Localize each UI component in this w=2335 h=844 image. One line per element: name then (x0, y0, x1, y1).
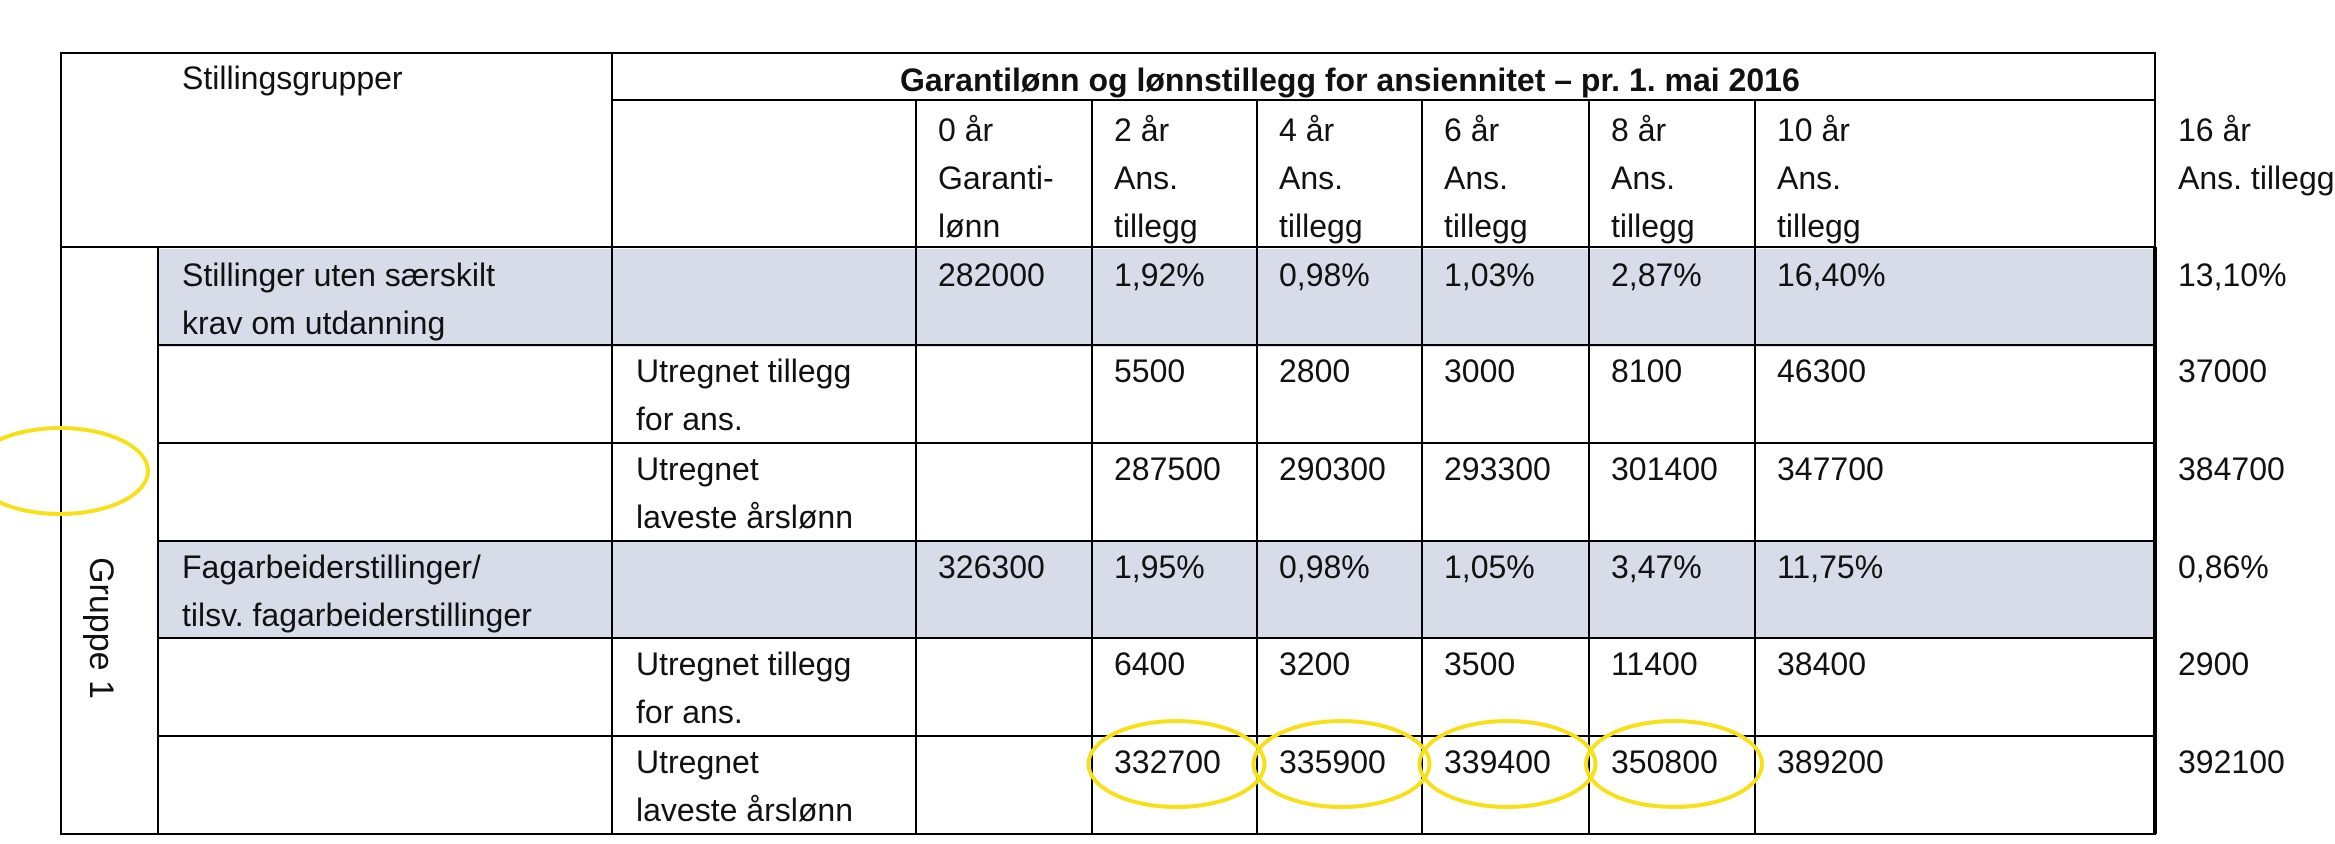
table-cell: 38400 (1777, 646, 1866, 682)
column-header: tillegg (1444, 208, 1528, 244)
table-cell: 1,95% (1114, 549, 1205, 585)
table-cell: 2,87% (1611, 257, 1702, 293)
table-cell: 1,92% (1114, 257, 1205, 293)
column-header: 6 år (1444, 112, 1500, 148)
table-cell: 0,86% (2178, 549, 2269, 585)
column-header: 10 år (1777, 112, 1850, 148)
table-cell: 347700 (1777, 451, 1884, 487)
column-header: 0 år (938, 112, 994, 148)
table-grid (60, 52, 2156, 836)
table-cell: 3,47% (1611, 549, 1702, 585)
table-cell: 0,98% (1279, 549, 1370, 585)
table-cell: 1,03% (1444, 257, 1535, 293)
row-label: Utregnet tillegg (636, 646, 852, 682)
table-cell: 290300 (1279, 451, 1386, 487)
table-cell: 2800 (1279, 353, 1351, 389)
column-header: tillegg (1611, 208, 1695, 244)
table-cell: 37000 (2178, 353, 2267, 389)
table-cell: 392100 (2178, 744, 2285, 780)
table-cell: 0,98% (1279, 257, 1370, 293)
table-cell: 6400 (1114, 646, 1186, 682)
row-label: Utregnet (636, 451, 759, 487)
category-label: Stillinger uten særskilt (182, 257, 495, 293)
table-cell: 301400 (1611, 451, 1718, 487)
column-header: Ans. (1444, 160, 1509, 196)
salary-table (60, 52, 2335, 836)
table-cell: 11,75% (1777, 549, 1884, 585)
category-label: tilsv. fagarbeiderstillinger (182, 597, 532, 633)
table-cell: 13,10% (2178, 257, 2287, 293)
category-label: Fagarbeiderstillinger/ (182, 549, 481, 585)
table-cell: 11400 (1611, 646, 1698, 682)
table-cell: 1,05% (1444, 549, 1535, 585)
column-header: 4 år (1279, 112, 1335, 148)
category-label: krav om utdanning (182, 305, 446, 341)
column-header: tillegg (1114, 208, 1198, 244)
row-label: Utregnet (636, 744, 759, 780)
row-label: Utregnet tillegg (636, 353, 852, 389)
table-cell: 335900 (1279, 744, 1386, 780)
group-label: Gruppe 1 (82, 557, 120, 699)
table-title: Garantilønn og lønnstillegg for ansiennitet – pr. 1. mai 2016 (900, 62, 1800, 98)
highlight-ring (0, 428, 148, 514)
column-header: lønn (938, 208, 1001, 244)
table-cell: 3200 (1279, 646, 1351, 682)
row-label: for ans. (636, 694, 743, 730)
column-header: 16 år (2178, 112, 2251, 148)
column-header: Ans. (1114, 160, 1179, 196)
row-label: laveste årslønn (636, 792, 853, 828)
column-header: Ans. (1611, 160, 1676, 196)
table-cell: 293300 (1444, 451, 1551, 487)
column-header: Ans. (1777, 160, 1842, 196)
table-cell: 332700 (1114, 744, 1221, 780)
row-label: laveste årslønn (636, 499, 853, 535)
column-header: tillegg (1279, 208, 1363, 244)
table-cell: 16,40% (1777, 257, 1886, 293)
column-header: 2 år (1114, 112, 1170, 148)
table-cell: 287500 (1114, 451, 1221, 487)
table-cell: 8100 (1611, 353, 1683, 389)
stillingsgrupper-header: Stillingsgrupper (182, 60, 403, 96)
column-header: 8 år (1611, 112, 1667, 148)
column-header: Ans. tillegg (2178, 160, 2335, 196)
table-cell: 384700 (2178, 451, 2285, 487)
table-cell: 3000 (1444, 353, 1516, 389)
table-cell: 282000 (938, 257, 1045, 293)
table-cell: 46300 (1777, 353, 1866, 389)
column-header: Ans. (1279, 160, 1344, 196)
table-cell: 350800 (1611, 744, 1718, 780)
column-header: tillegg (1777, 208, 1861, 244)
column-header: Garanti- (938, 160, 1054, 196)
row-label: for ans. (636, 401, 743, 437)
table-cell: 326300 (938, 549, 1045, 585)
table-cell: 3500 (1444, 646, 1516, 682)
table-cell: 5500 (1114, 353, 1186, 389)
table-cell: 339400 (1444, 744, 1551, 780)
table-cell: 2900 (2178, 646, 2250, 682)
table-cell: 389200 (1777, 744, 1884, 780)
